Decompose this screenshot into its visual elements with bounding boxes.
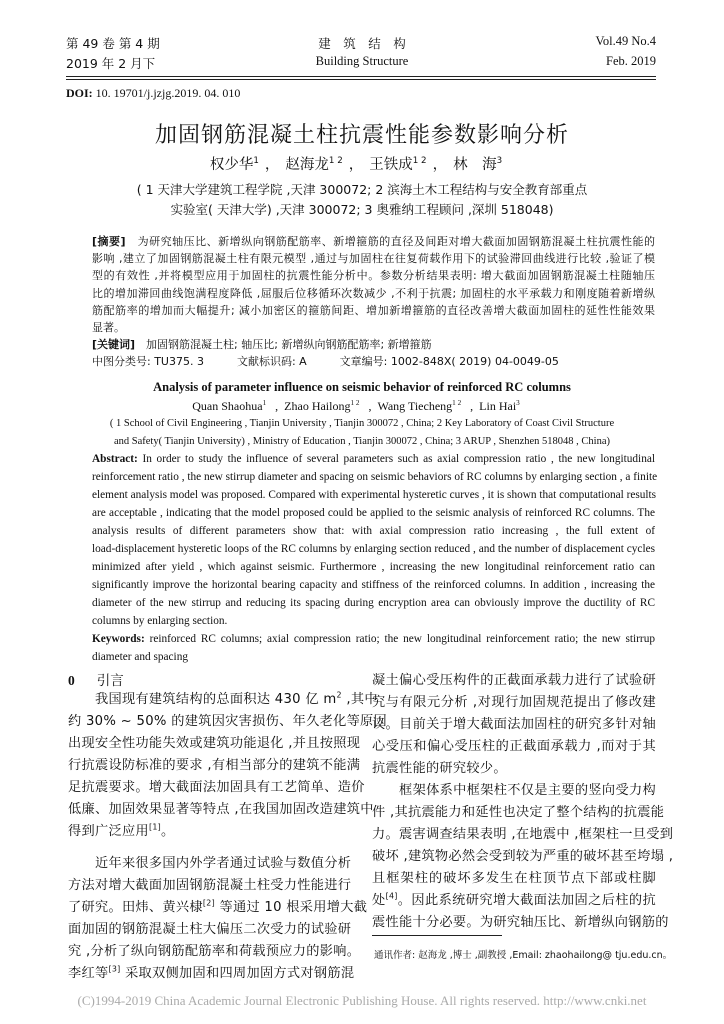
doi: [66, 86, 240, 101]
text-run: 议。目前关于增大截面法加固柱的研究多针对轴: [372, 717, 656, 732]
text-line: [372, 713, 656, 732]
text-line: [68, 710, 388, 729]
text-line: [372, 867, 656, 886]
text-run: load-displacement hysteretic loops of the RC columns by enlarging section reduced , and the number of displacement cycles: [92, 543, 655, 555]
text-line: [92, 597, 655, 609]
label: [关键词]: [92, 338, 136, 352]
text-line: [68, 874, 352, 893]
text-line: [92, 302, 655, 318]
text-run: minimized after yield , which against seismic. Furthermore , increasing the new longitudinal reinforcement ratio can: [92, 561, 655, 573]
footnote-rule: [372, 935, 502, 936]
author-name: Wang Tiecheng: [377, 399, 453, 413]
text-line: [92, 471, 658, 483]
affiliation-cn-2: 实验室( 天津大学) ,天津 300072; 3 奥雅纳工程顾问 ,深圳 518048): [170, 202, 554, 217]
author-name: Quan Shaohua: [192, 399, 263, 413]
text-line: [372, 669, 656, 688]
date-cn: 2019 年 2 月下: [66, 56, 156, 71]
author-affiliation-mark: 1: [262, 399, 267, 407]
journal-name-en: Building Structure: [315, 54, 409, 68]
text-run: diameter of the new stirrup and reducing its spacing during encryption area can obviously improve the ductility of RC: [92, 597, 655, 609]
text-line: [92, 353, 655, 369]
header-rule: [66, 76, 656, 77]
text-run: 凝土偏心受压构件的正截面承载力进行了试验研: [372, 673, 656, 688]
text-line: [92, 525, 655, 537]
text-run: 出现安全性功能失效或建筑功能退化 ,并且按照现: [68, 736, 361, 751]
text-run: 件 ,其抗震能力和延性也决定了整个结构的抗震能: [372, 805, 665, 820]
text-line: [372, 889, 656, 908]
text-run: 。: [161, 824, 175, 839]
author-separator: ，: [432, 157, 448, 173]
text-line: [92, 543, 655, 555]
text-run: 我国现有建筑结构的总面积达 430 亿 m: [68, 692, 337, 707]
author-name: 王铁成: [369, 157, 413, 173]
text-run: In order to study the influence of several parameters such as axial compression ratio , the new longitudinal: [137, 453, 655, 465]
text-run: reinforcement ratio , the new stirrup diameter and spacing on seismic behaviors of RC columns by enlarging section , a finite: [92, 471, 658, 483]
author-affiliation-mark: 1 2: [350, 399, 360, 407]
author-separator: ,: [365, 399, 372, 413]
author-affiliation-mark: 1 2: [452, 399, 462, 407]
citation-reference: 2: [336, 690, 342, 700]
text-run: 抗震性能的研究较少。: [372, 761, 507, 776]
text-line: [92, 233, 655, 249]
text-run: 李红等: [68, 966, 109, 981]
text-line: [92, 489, 655, 501]
author-name: 权少华: [209, 157, 254, 173]
author-separator: ,: [272, 399, 279, 413]
text-run: 中图分类号: TU375. 3 文献标识码: A 文章编号: 1002-848X( 2019) 04-0049-05: [92, 355, 559, 369]
text-run: 约 30% ~ 50% 的建筑因灾害损伤、年久老化等原因: [68, 714, 388, 729]
affiliation-cn-1: ( 1 天津大学建筑工程学院 ,天津 300072; 2 滨海土木工程结构与安全教育部重点: [136, 182, 588, 197]
citation-reference: [1]: [148, 822, 162, 832]
author-affiliation-mark: 3: [516, 399, 520, 407]
journal-name-cn: 建 筑 结 构: [318, 36, 406, 51]
text-run: 等通过 10 根采用增大截: [214, 900, 368, 915]
authors-cn: [0, 153, 724, 174]
text-run: 处: [372, 893, 386, 908]
author-separator: ，: [348, 157, 364, 173]
text-run: 足抗震要求。增大截面法加固具有工艺简单、造价: [68, 780, 365, 795]
author-separator: ，: [264, 157, 280, 173]
date-en: Feb. 2019: [606, 54, 656, 68]
authors-en: [0, 399, 724, 414]
text-run: ,其中: [341, 692, 378, 707]
text-line: [92, 615, 655, 627]
label: Abstract:: [92, 453, 138, 465]
text-run: 震性能十分必要。为研究轴压比、新增纵向钢筋的: [372, 915, 669, 930]
text-run: 得到广泛应用: [68, 824, 149, 839]
title-cn: 加固钢筋混凝土柱抗震性能参数影响分析: [154, 123, 569, 148]
text-line: [92, 285, 655, 301]
text-line: [68, 776, 365, 795]
volume-issue-en: Vol.49 No.4: [595, 34, 656, 48]
text-line: [68, 896, 368, 915]
text-line: [372, 823, 674, 842]
author-separator: ,: [467, 399, 474, 413]
section-number: 0: [68, 673, 75, 688]
text-run: 。因此系统研究增大截面法加固之后柱的抗: [397, 893, 656, 908]
text-line: [68, 732, 361, 751]
text-line: [68, 940, 361, 959]
text-run: 框架体系中框架柱不仅是主要的竖向受力构: [372, 783, 656, 798]
text-line: [68, 798, 374, 817]
text-run: 面加固的钢筋混凝土柱大偏压二次受力的试验研: [68, 922, 352, 937]
text-line: [372, 735, 656, 754]
label: Keywords:: [92, 633, 145, 645]
author-affiliation-mark: 1 2: [328, 156, 343, 167]
text-line: [92, 319, 655, 335]
text-line: [68, 820, 346, 839]
text-run: 影响 ,建立了加固钢筋混凝土柱有限元模型 ,通过与加固柱在往复荷载作用下的试验滞回曲线进行比较 ,验证了模: [92, 252, 655, 266]
text-line: [68, 754, 361, 773]
text-run: 近年来很多国内外学者通过试验与数值分析: [68, 856, 352, 871]
text-run: 行抗震设防标准的要求 ,有相当部分的建筑不能满: [68, 758, 361, 773]
text-run: columns by enlarging section.: [92, 615, 228, 627]
text-line: [92, 561, 655, 573]
text-run: 比的增加滞回曲线饱满程度降低 ,屈服后位移循环次数减少 ,不利于抗震; 加固柱的水平承载力和刚度随着新增纵: [92, 286, 655, 300]
text-line: [372, 757, 656, 776]
text-run: 破坏 ,建筑物必然会受到较为严重的破坏甚至垮塌 ,: [372, 849, 674, 864]
text-line: [68, 962, 355, 981]
header-rule-thin: [66, 79, 656, 80]
text-run: element analysis model was proposed. Compared with experimental hysteretic curves , it is shown that computational results: [92, 489, 657, 501]
author-name: Zhao Hailong: [284, 399, 351, 413]
text-line: [372, 845, 674, 864]
text-line: [92, 250, 655, 266]
text-run: 方法对增大截面加固钢筋混凝土柱受力性能进行: [68, 878, 352, 893]
text-line: [92, 633, 655, 645]
text-run: 究 ,分析了纵向钢筋配筋率和荷载预应力的影响。: [68, 944, 361, 959]
text-line: [372, 801, 665, 820]
text-line: [68, 852, 352, 871]
text-line: [372, 691, 656, 710]
volume-issue-cn: 第 49 卷 第 4 期: [66, 36, 160, 51]
text-line: [92, 579, 655, 591]
text-run: 力。震害调查结果表明 ,在地震中 ,框架柱一旦受到: [372, 827, 674, 842]
title-en: Analysis of parameter influence on seismic behavior of reinforced RC columns: [153, 380, 571, 394]
author-name: 林 海: [453, 157, 497, 173]
text-line: [92, 336, 655, 352]
doi-value: 10. 19701/j.jzjg.2019. 04. 010: [92, 86, 241, 100]
text-line: [68, 918, 352, 937]
text-run: 采取双侧加固和四周加固方式对钢筋混: [120, 966, 355, 981]
text-line: [92, 453, 655, 465]
text-run: reinforced RC columns; axial compression ratio; the new longitudinal reinforcement ratio; the new stirrup: [144, 633, 655, 645]
doi-label: DOI:: [66, 86, 93, 100]
text-line: [92, 651, 655, 663]
author-affiliation-mark: 3: [496, 156, 503, 167]
text-run: 了研究。田炜、黄兴棣: [68, 900, 203, 915]
text-line: [68, 688, 378, 707]
text-run: analysis results of different parameters show that: with axial compression ratio increasing , the full extent of: [92, 525, 655, 537]
text-run: are acceptable , indicating that the model proposed could be applied to the seismic analysis of reinforced RC columns. The: [92, 507, 655, 519]
text-run: 显著。: [92, 321, 125, 334]
author-affiliation-mark: 1 2: [412, 156, 427, 167]
author-affiliation-mark: 1: [253, 156, 259, 167]
text-run: significantly improve the horizontal bearing capacity and stiffness of the reinforced columns. In addition , increasing the: [92, 579, 655, 591]
copyright-watermark: (C)1994-2019 China Academic Journal Electronic Publishing House. All rights reserved. http://www.cnki.net: [77, 993, 647, 1008]
citation-reference: [3]: [108, 964, 121, 974]
author-name: 赵海龙: [285, 157, 329, 173]
text-line: [372, 911, 669, 930]
text-run: 究与有限元分析 ,对现行加固规范提出了修改建: [372, 695, 656, 710]
text-run: 低廉、加固效果显著等特点 ,在我国加固改造建筑中: [68, 802, 374, 817]
affiliation-en-1: ( 1 School of Civil Engineering , Tianjin University , Tianjin 300072 , China; 2 Key Laboratory of Coast Civil Structure: [109, 418, 615, 429]
footnote: 通讯作者: 赵海龙 ,博士 ,副教授 ,Email: zhaohailong@ tju.edu.cn。: [374, 950, 673, 961]
affiliation-en-2: and Safety( Tianjin University) , Ministry of Education , Tianjin 300072 , China; 3 ARUP , Shenzhen 518048 , China): [113, 436, 610, 447]
text-run: 型的有效性 ,并将模型应用于加固柱的抗震性能分析中。参数分析结果表明: 增大截面加固钢筋混凝土柱随轴压: [92, 269, 655, 283]
section-title: 引言: [96, 673, 124, 689]
citation-reference: [4]: [385, 891, 398, 901]
text-run: 筋配筋率的增加而大幅提升; 减小加密区的箍筋间距、增加新增箍筋的直径改善增大截面加固柱的延性性能效果: [92, 303, 655, 317]
text-line: [92, 507, 655, 519]
author-name: Lin Hai: [479, 399, 517, 413]
text-run: 心受压和偏心受压柱的正截面承载力 ,而对于其: [372, 739, 656, 754]
text-run: diameter and spacing: [92, 651, 188, 663]
text-run: 加固钢筋混凝土柱; 轴压比; 新增纵向钢筋配筋率; 新增箍筋: [135, 338, 432, 352]
text-line: [372, 779, 656, 798]
text-run: 且框架柱的破坏多发生在柱顶节点下部或柱脚: [372, 871, 656, 886]
section-heading: [68, 669, 124, 689]
label: [摘要]: [92, 235, 126, 248]
text-line: [92, 267, 655, 283]
text-run: 为研究轴压比、新增纵向钢筋配筋率、新增箍筋的直径及间距对增大截面加固钢筋混凝土柱抗震性能的: [125, 235, 656, 248]
citation-reference: [2]: [202, 898, 215, 908]
